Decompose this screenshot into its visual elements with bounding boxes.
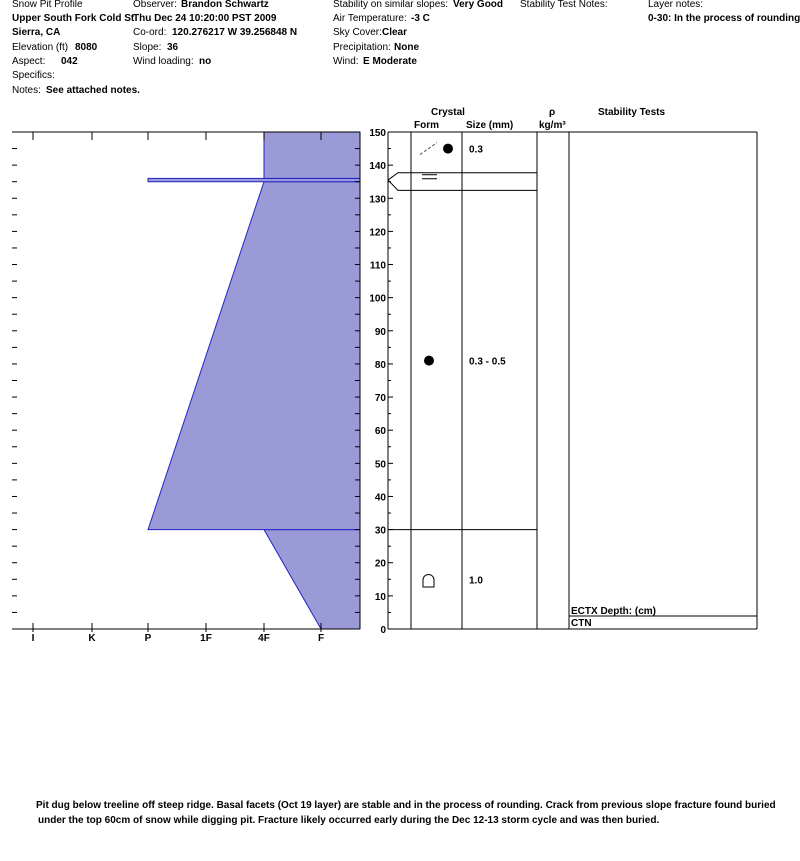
aspect-label: Aspect: bbox=[12, 56, 46, 67]
stability-value: Very Good bbox=[453, 0, 504, 10]
rounded-grains-icon bbox=[424, 356, 434, 366]
stability-label: Stability on similar slopes: bbox=[333, 0, 449, 10]
y-tick-label: 60 bbox=[374, 426, 386, 438]
region-name: Sierra, CA bbox=[12, 27, 61, 38]
footer-notes-line-1: Pit dug below treeline off steep ridge. Basal facets (Oct 19 layer) are stable and in the process of rounding. Crack from previous slope fracture found buried bbox=[36, 800, 776, 811]
hardness-segment-3 bbox=[264, 132, 360, 178]
precipitation-value: None bbox=[394, 42, 419, 53]
y-tick-label: 70 bbox=[374, 393, 386, 405]
location-name: Upper South Fork Cold St bbox=[12, 13, 135, 24]
stability-test-label: ECTX Depth: (cm) bbox=[571, 606, 656, 617]
sky-cover-label: Sky Cover: bbox=[333, 27, 382, 38]
observation-datetime: Thu Dec 24 10:20:00 PST 2009 bbox=[133, 13, 277, 24]
coord-label: Co-ord: bbox=[133, 27, 167, 38]
profile-title: Snow Pit Profile bbox=[12, 0, 83, 10]
x-tick-label: F bbox=[317, 633, 325, 644]
layer-notes-label: Layer notes: bbox=[648, 0, 704, 10]
coord-value: 120.276217 W 39.256848 N bbox=[172, 27, 298, 38]
wind-label: Wind: bbox=[333, 56, 359, 67]
air-temp-label: Air Temperature: bbox=[333, 13, 407, 24]
specifics-label: Specifics: bbox=[12, 70, 55, 81]
y-tick-label: 150 bbox=[369, 128, 386, 139]
density-symbol-header: ρ bbox=[549, 107, 556, 118]
footer-notes bbox=[36, 798, 776, 828]
decomposing-fragments-icon bbox=[420, 143, 437, 155]
air-temp-value: -3 C bbox=[411, 13, 430, 24]
x-tick-label: K bbox=[88, 633, 96, 644]
stability-tests-header: Stability Tests bbox=[598, 107, 666, 118]
grain-size-label: 0.3 - 0.5 bbox=[469, 356, 506, 368]
grain-size-label: 0.3 bbox=[469, 144, 483, 156]
y-tick-label: 100 bbox=[369, 293, 386, 305]
elevation-label: Elevation (ft) bbox=[12, 42, 69, 53]
y-tick-label: 50 bbox=[374, 459, 386, 471]
y-tick-label: 130 bbox=[369, 194, 386, 206]
footer-notes-line-2: under the top 60cm of snow while digging pit. Fracture likely occurred early during the Dec 12-13 storm cycle and was then buried. bbox=[38, 815, 660, 826]
sky-cover-value: Clear bbox=[382, 27, 408, 38]
form-header: Form bbox=[414, 120, 439, 131]
hardness-segment-1 bbox=[148, 182, 360, 530]
observer-value: Brandon Schwartz bbox=[181, 0, 269, 10]
aspect-value: 042 bbox=[61, 56, 78, 67]
slope-value: 36 bbox=[167, 42, 179, 53]
stability-test-notes-label: Stability Test Notes: bbox=[520, 0, 608, 10]
wind-loading-label: Wind loading: bbox=[133, 56, 194, 67]
notes-value: See attached notes. bbox=[46, 85, 140, 96]
y-tick-label: 10 bbox=[374, 591, 386, 603]
y-tick-label: 110 bbox=[369, 260, 386, 272]
y-tick-label: 0 bbox=[380, 625, 386, 636]
density-unit-header: kg/m³ bbox=[539, 120, 566, 131]
stability-test-label: CTN bbox=[571, 618, 592, 629]
y-tick-label: 30 bbox=[374, 525, 386, 537]
wind-value: E Moderate bbox=[363, 56, 417, 67]
x-tick-label: 4F bbox=[258, 633, 270, 644]
notes-label: Notes: bbox=[12, 85, 41, 96]
y-tick-label: 90 bbox=[374, 326, 386, 338]
layer-notes-value: 0-30: In the process of rounding bbox=[648, 13, 800, 24]
x-tick-label: I bbox=[31, 633, 35, 644]
y-tick-label: 80 bbox=[374, 359, 386, 371]
crystal-header: Crystal bbox=[431, 107, 465, 118]
y-tick-label: 140 bbox=[369, 161, 386, 173]
rounded-grain-dot-icon bbox=[443, 144, 453, 154]
slope-label: Slope: bbox=[133, 42, 162, 53]
depth-hoar-icon bbox=[423, 574, 434, 587]
grain-size-label: 1.0 bbox=[469, 575, 483, 587]
wind-loading-value: no bbox=[199, 56, 212, 67]
elevation-value: 8080 bbox=[75, 42, 98, 53]
observer-label: Observer: bbox=[133, 0, 177, 10]
x-tick-label: 1F bbox=[200, 633, 212, 644]
size-header: Size (mm) bbox=[466, 120, 514, 131]
x-tick-label: P bbox=[144, 633, 152, 644]
y-tick-label: 120 bbox=[369, 227, 386, 239]
thin-layer-connector-top bbox=[388, 173, 411, 180]
thin-layer-connector-bottom bbox=[388, 180, 411, 190]
precipitation-label: Precipitation: bbox=[333, 42, 391, 53]
hardness-segment-0 bbox=[264, 530, 360, 629]
y-tick-label: 20 bbox=[374, 558, 386, 570]
y-tick-label: 40 bbox=[374, 492, 386, 504]
